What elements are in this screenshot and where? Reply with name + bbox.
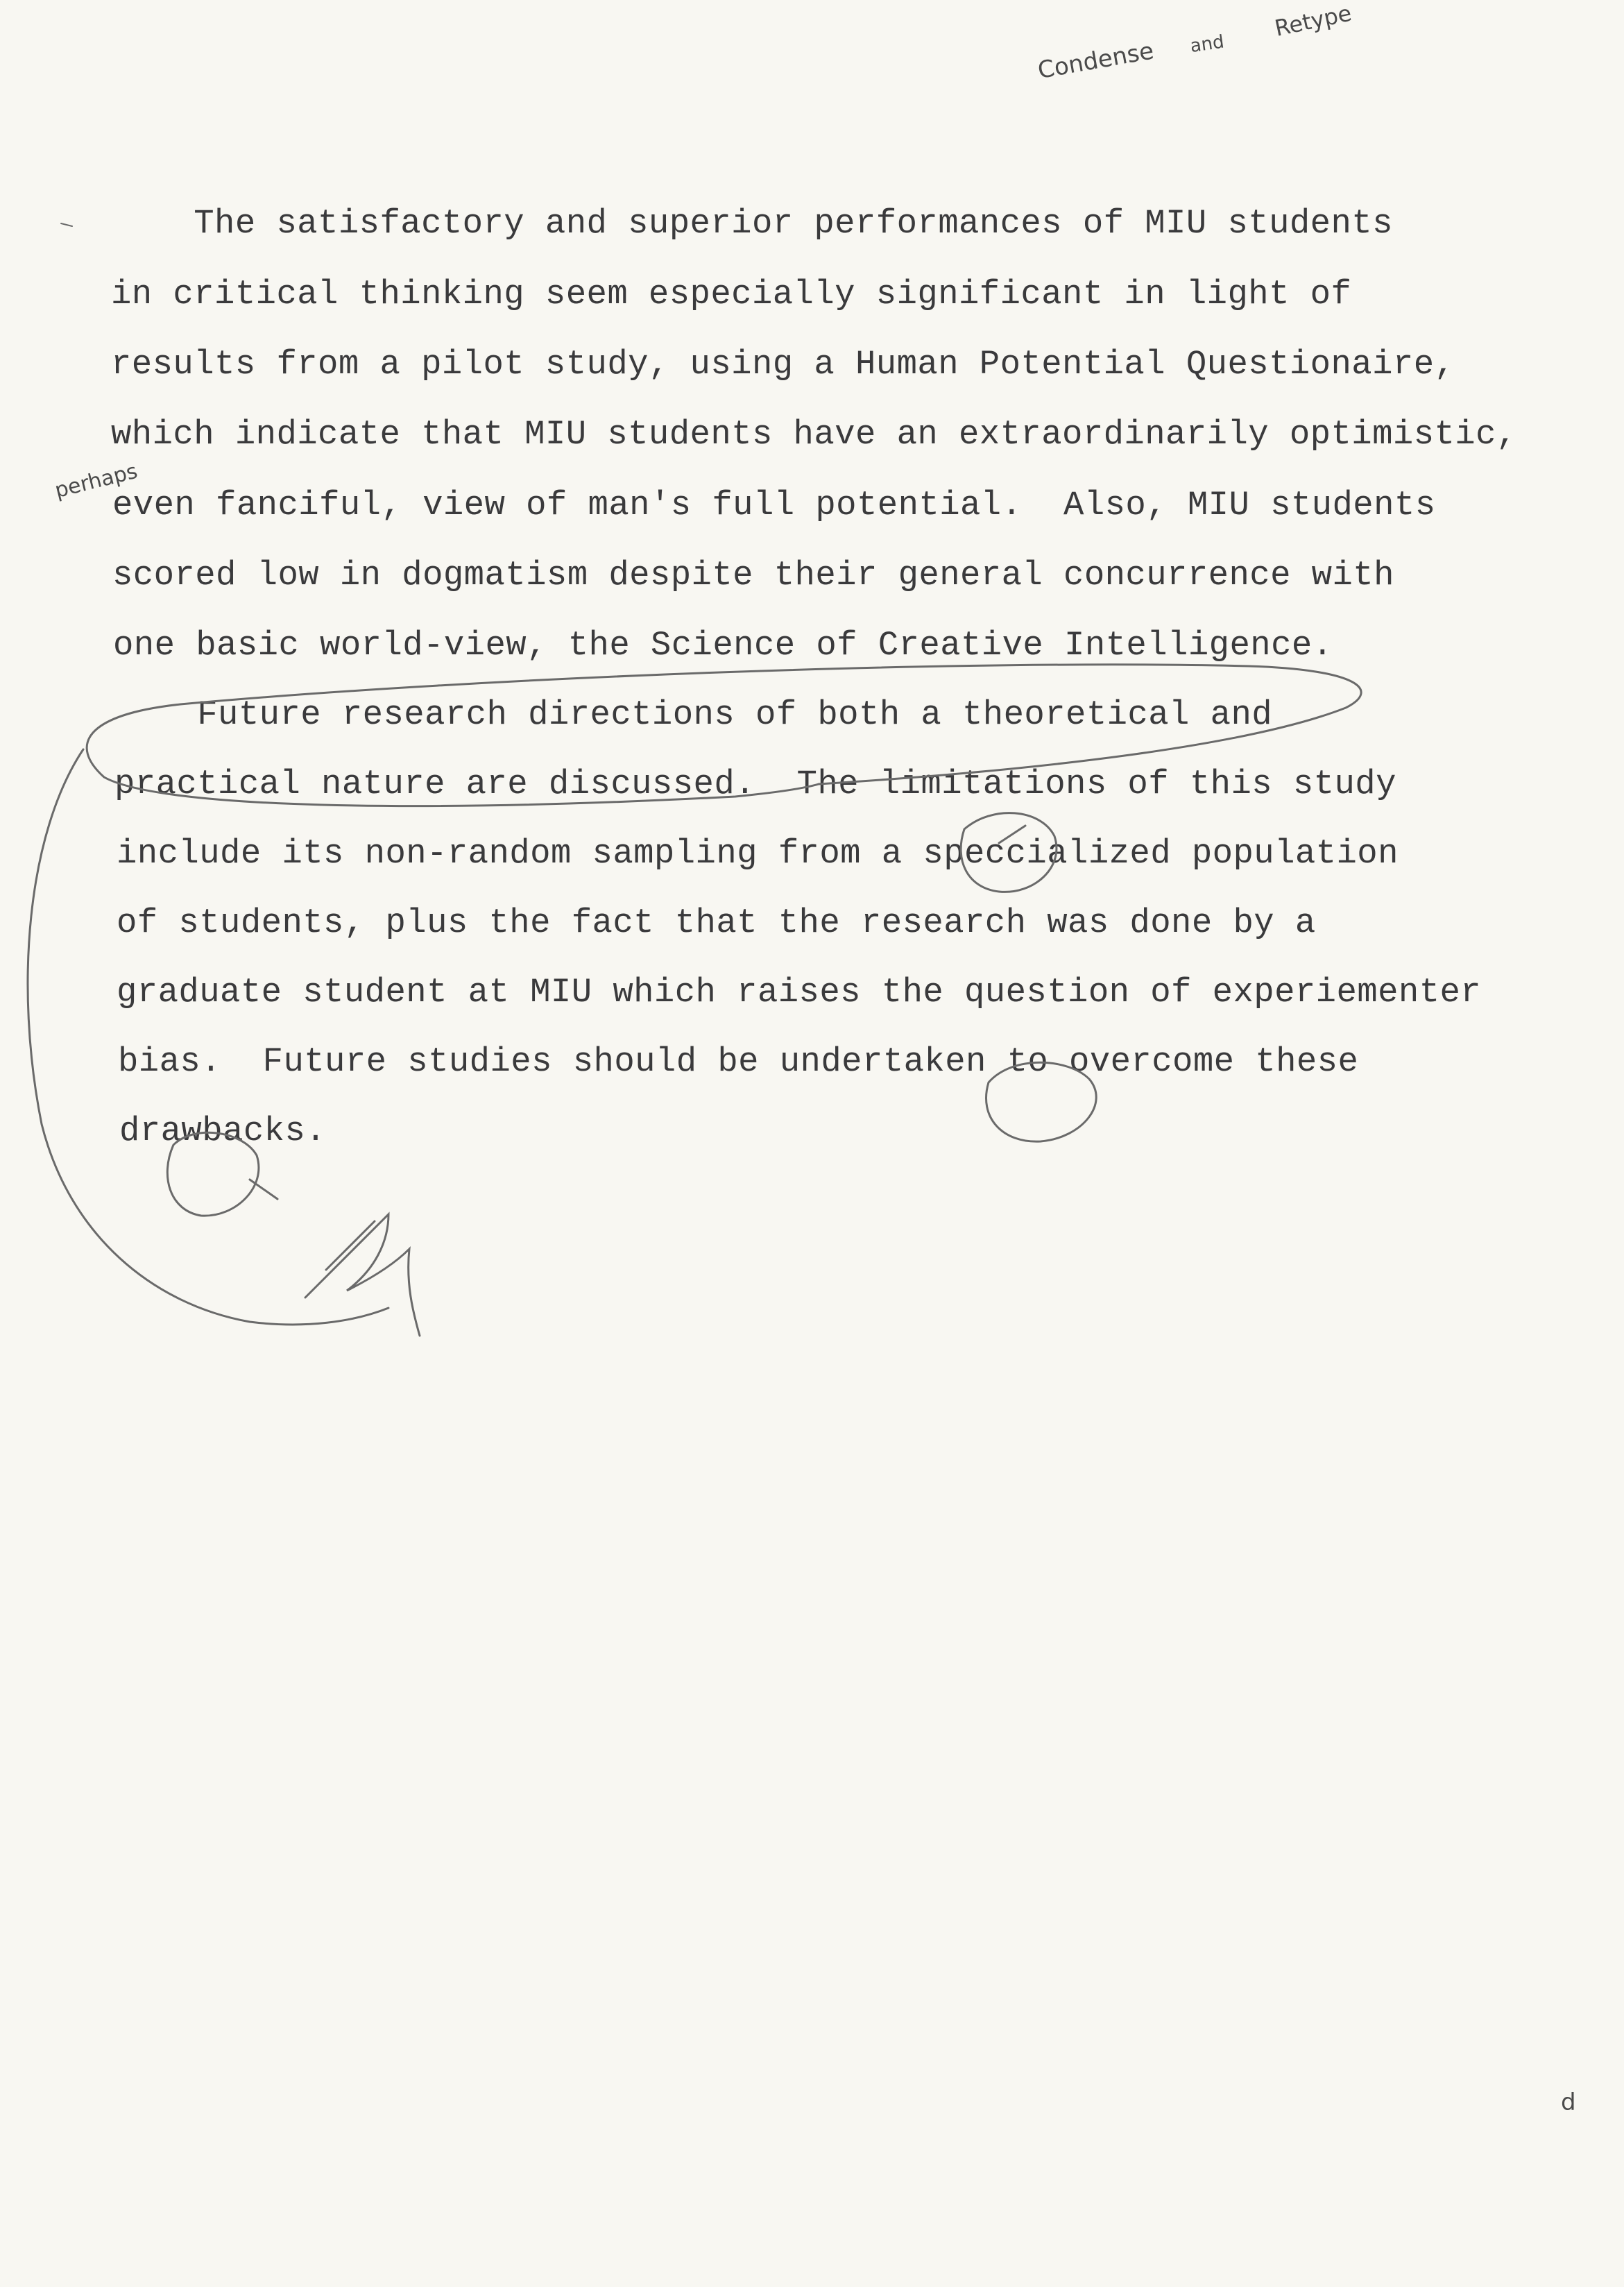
- text-line: scored low in dogmatism despite their general concurrence with: [112, 556, 1394, 595]
- note-and: and: [1188, 31, 1226, 57]
- pencil-circle-to: [986, 1062, 1097, 1141]
- pencil-loop: [87, 665, 1361, 806]
- pencil-circle-specialized: [961, 813, 1057, 892]
- pencil-dash: [61, 223, 72, 226]
- pencil-arrow-curve: [28, 749, 388, 1325]
- text-line: which indicate that MIU students have an extraordinarily optimistic,: [111, 415, 1517, 454]
- note-condense: Condense: [1036, 37, 1156, 85]
- text-line: practical nature are discussed. The limitations of this study: [114, 765, 1396, 804]
- text-line: The satisfactory and superior performances of MIU students: [111, 204, 1393, 243]
- text-line: in critical thinking seem especially significant in light of: [111, 275, 1352, 314]
- corner-mark: d: [1561, 2089, 1576, 2116]
- text-line: one basic world-view, the Science of Creative Intelligence.: [113, 626, 1333, 665]
- note-retype: Retype: [1272, 0, 1354, 42]
- text-line: of students, plus the fact that the research was done by a: [117, 903, 1316, 942]
- pencil-delete-mark-tail: [326, 1221, 375, 1270]
- text-line: even fanciful, view of man's full potential. Also, MIU students: [112, 486, 1436, 525]
- text-line: Future research directions of both a theoretical and: [114, 695, 1273, 734]
- text-line: results from a pilot study, using a Human Potential Questionaire,: [111, 345, 1455, 384]
- text-line: drawbacks.: [119, 1112, 327, 1150]
- pencil-slash-specialized: [999, 826, 1025, 843]
- text-line: bias. Future studies should be undertaken to overcome these: [118, 1042, 1359, 1081]
- text-line: graduate student at MIU which raises the question of experiementer: [117, 973, 1482, 1012]
- pencil-tick-drawbacks: [250, 1180, 277, 1199]
- note-perhaps: perhaps: [52, 459, 140, 503]
- pencil-circle-drawbacks: [167, 1132, 259, 1216]
- text-line: include its non-random sampling from a speccialized population: [117, 834, 1399, 873]
